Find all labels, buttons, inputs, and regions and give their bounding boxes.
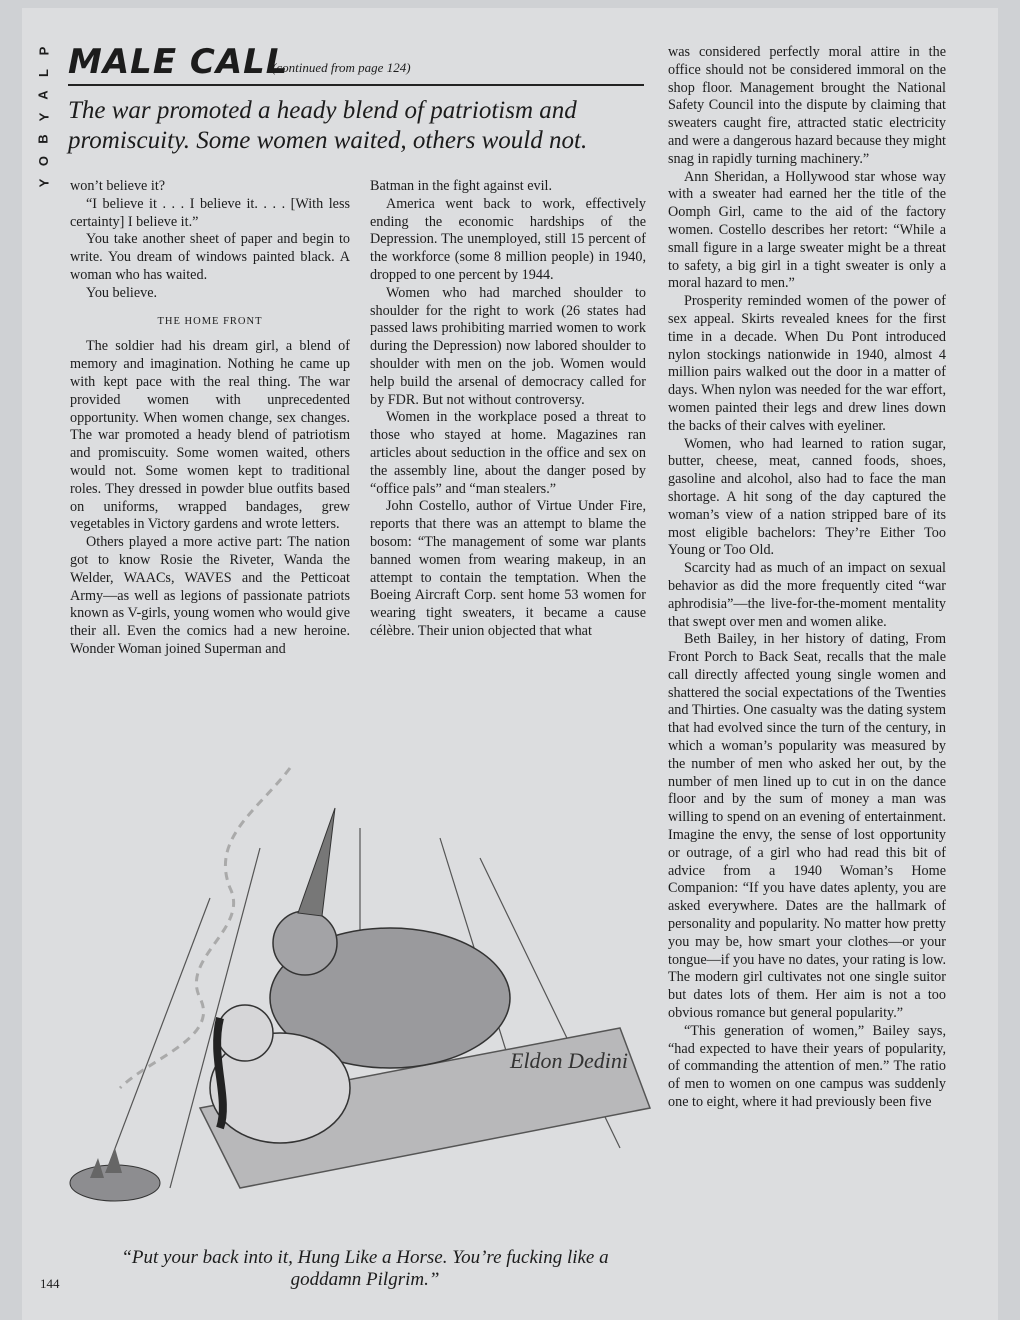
paragraph: America went back to work, effectively ending the economic hardships of the Depression. The unemployed, still 15 percent of the workforce (some 8 million people) in 1940, dropped to one percent by 1944. [370,195,646,283]
side-label-letter: B [35,134,51,144]
cartoon-caption: “Put your back into it, Hung Like a Horse. You’re fucking like a goddamn Pilgrim.” [121,1247,609,1290]
paragraph: John Costello, author of Virtue Under Fire, reports that there was an attempt to blame the bosom: “The management of some war plants banned women from wearing makeup, in an attempt to contain the temptation. When the Boeing Aircraft Corp. sent home 53 women for wearing tight sweaters, it became a cause célèbre. Their union objected that what [370,498,646,639]
campfire [70,1148,160,1201]
article-deck: The war promoted a heady blend of patriotism and promiscuity. Some women waited, others would not. [68,97,588,154]
paragraph: Prosperity reminded women of the power of sex appeal. Skirts revealed knees for the first time in a decade. When Du Pont introduced nylon stockings nationwide in 1940, almost 4 million pairs walked out the door in a matter of days. When nylon was needed for the war effort, women painted their legs and drew lines down the backs of their calves with eyeliner. [668,293,946,434]
paragraph: Women, who had learned to ration sugar, butter, cheese, meat, canned foods, shoes, gasoline and alcohol, also had to face the man shortage. A hit song of the day captured the woman’s view of a nation stripped bare of its most eligible bachelors: They’re Either Too Young or Too Old. [668,435,946,559]
page-number: 144 [40,1276,60,1291]
cartoon-illustration [60,728,660,1216]
side-label [34,40,54,194]
paragraph: was considered perfectly moral attire in the office should not be considered immoral on the shop floor. Management brought the National Safety Council into the dispute by claiming that sweaters caught fire, attracted static electricity and were a dangerous hazard because they might snag in rapidly turning machinery.” [668,44,946,167]
side-label-letter: L [35,69,51,77]
artist-signature: Eldon Dedini [510,1048,628,1073]
feather [298,808,335,916]
text-column-1 [70,178,350,659]
paragraph: won’t believe it? [70,178,166,194]
side-label-letter: P [35,46,51,56]
title-row [68,42,644,84]
paragraph: “I believe it . . . I believe it. . . . [With less certainty] I believe it.” [70,195,350,230]
paragraph: Batman in the fight against evil. [370,178,553,194]
woman-head [217,1005,273,1061]
paragraph: Women who had marched shoulder to shoulder for the right to work (26 states had passed laws prohibiting married women to work during the Depression) now labored shoulder to shoulder with men on the job. Women would help build the arsenal of democracy called for by FDR. But not without controversy. [370,284,646,408]
subhead: THE HOME FRONT [157,315,263,327]
paragraph: Women in the workplace posed a threat to those who stayed at home. Magazines ran articles about seduction in the office and sex on the assembly line, about the danger posed by “office pals” and “man stealers.” [370,409,646,497]
side-label-letter: Y [35,178,51,188]
continued-note: (continued from page 124) [272,60,411,75]
text-column-2 [370,178,646,641]
article-title: MALE CALL [68,42,289,82]
paragraph: Beth Bailey, in her history of dating, From Front Porch to Back Seat, recalls that the male call directly affected young single women and shattered the social expectations of the Twenties and Thirties. One casualty was the dating system that had evolved since the turn of the century, in which a woman’s popularity was measured by the number of men who asked her out, by the number of men lined up to cut in on the dance floor and by the sum of money a man was willing to spend on an evening of entertainment. Imagine the envy, the sense of lost opportunity or outrage, of a girl who had read this bit of advice from a 1940 Woman’s Home Companion: “If you have dates aplenty, you are asked everywhere. Dates are the hallmark of personality and popularity. No matter how pretty you may be, how smart your clothes—or your tongue—if you have no dates, your rating is low. The modern girl cultivates not one single suitor but dates lots of them. Her aim is not a too obvious romance but general popularity.” [668,631,946,1022]
side-label-letter: A [35,90,51,100]
side-label-letter: Y [35,112,51,122]
paragraph: Scarcity had as much of an impact on sexual behavior as did the more frequently cited “war aphrodisia”—the live-for-the-moment mentality that swept over men and women alike. [668,560,946,630]
paragraph: You take another sheet of paper and begin to write. You dream of windows painted black. A woman who has waited. [70,231,350,283]
paragraph: Ann Sheridan, a Hollywood star whose way with a sweater had earned her the title of the Oomph Girl, came to the aid of the factory women. Costello describes her retort: “While a small figure in a large sweater might be a threat to safety, a big girl in a tight sweater is only a moral hazard to men.” [668,168,946,292]
paragraph: You believe. [86,284,158,301]
paragraph: The soldier had his dream girl, a blend of memory and imagination. Nothing he came up with kept pace with the real thing. The war provided women with unprecedented opportunity. When women change, sex changes. The war promoted a heady blend of patriotism and promiscuity. Some women waited, others would not. Some women kept to traditional roles. They dressed in powder blue outfits based on uniforms, wrapped bandages, grew vegetables in Victory gardens and wrote letters. [70,338,350,533]
man-head [273,911,337,975]
side-label-letter: O [36,155,51,167]
paragraph: Others played a more active part: The nation got to know Rosie the Riveter, Wanda the Welder, WAACs, WAVES and the Petticoat Army—as well as legions of passionate patriots known as V-girls, young women who would give their all. Even the comics had a new heroine. Wonder Woman joined Superman and [70,534,350,657]
text-column-3 [668,44,946,1112]
title-rule [68,84,644,86]
paragraph: “This generation of women,” Bailey says, “had expected to have their years of popularity, of commanding the attention of men.” The ratio of men to women on one campus was suddenly one to eight, where it had previously been five [668,1022,946,1111]
